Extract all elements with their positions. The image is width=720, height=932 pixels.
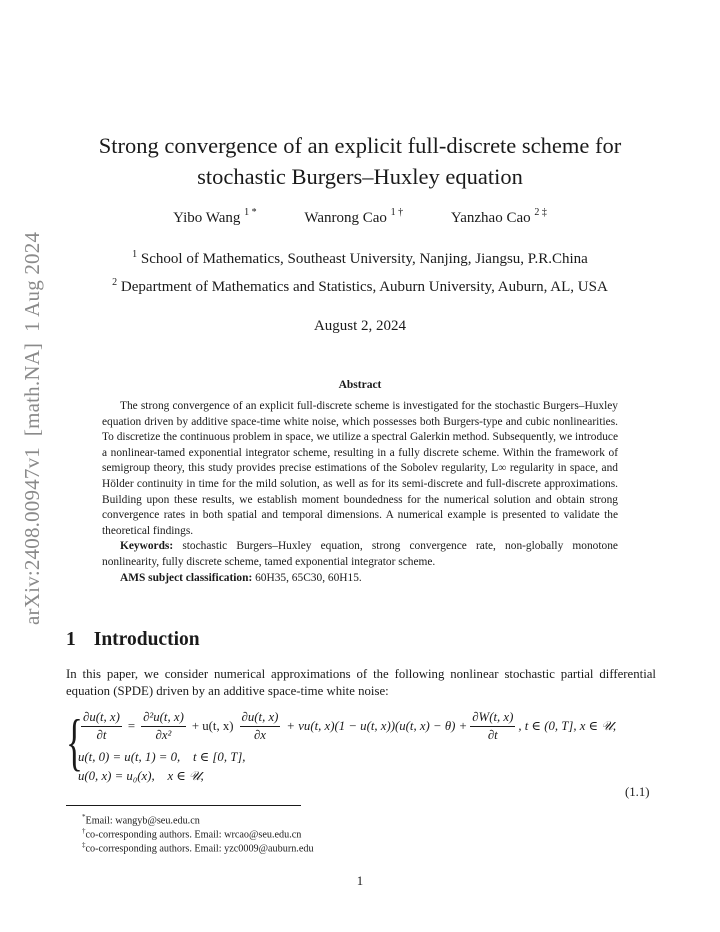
fraction-d2u-dx2: $\frac{\text{∂²u(t, x)}}{\text{∂x²}}$ [143, 710, 184, 742]
ams-classification: AMS subject classification: 60H35, 65C30, 60H15. [120, 571, 362, 584]
footnote-1: *Email: wangyb@seu.edu.cn [82, 813, 200, 827]
equation-row-3: u(0, x) = u₀(x), x ∈ 𝒰, [78, 769, 204, 783]
page-number: 1 [356, 874, 364, 888]
author-3-mark: 2 ‡ [534, 207, 547, 218]
affiliation-1: $^1$ School of Mathematics, Southeast University, Nanjing, Jiangsu, P.R.China [132, 249, 588, 267]
author-1: Yibo Wang $^{1 *}$ [173, 207, 257, 226]
equation-row-1-condition: , t ∈ (0, T], x ∈ 𝒰, [518, 719, 617, 733]
author-2-mark: 1 † [390, 207, 404, 218]
section-heading [66, 629, 200, 651]
affiliation-2: $^2$ Department of Mathematics and Statistics, Auburn University, Auburn, AL, USA [112, 277, 608, 295]
author-1-mark: 1 * [244, 207, 257, 218]
section-title: Introduction [93, 629, 200, 650]
arxiv-identifier: arXiv:2408.00947v1 [math.NA] 1 Aug 2024 [20, 231, 44, 625]
left-brace: { [66, 706, 83, 777]
intro-paragraph: In this paper, we consider numerical approximations of the following nonlinear stochastic partial differential equation (SPDE) driven by an additive space-time white noise: [66, 667, 656, 698]
equation-system [66, 706, 706, 788]
author-list [60, 208, 660, 227]
equation-row-1: $\frac{\partial u(t, x)}{\partial t}$ = $\frac{\text{∂²u(t, x)}}{\text{∂x²}}$ + u(t, x) $\frac{\partial u(t, x)}{\partial x}$ + νu(t, x)(1 − u(t, x))(u(t, x) − θ) + $\frac{\partial W(t, x)}{\partial t}$ , t ∈ (0, T], x ∈ 𝒰, [83, 710, 617, 742]
footnote-2: †co-corresponding authors. Email: wrcao@seu.edu.cn [82, 827, 302, 841]
fraction-du-dx: $\frac{\partial u(t, x)}{\partial x}$ [241, 710, 279, 742]
author-3: Yanzhao Cao $^{2 \ddagger}$ [450, 207, 547, 226]
fraction-dw-dt: $\frac{\partial W(t, x)}{\partial t}$ [472, 710, 514, 742]
equation-number: (1.1) [625, 785, 650, 799]
title-line-1: Strong convergence of an explicit full-discrete scheme for [98, 133, 622, 158]
section-number: 1 [66, 629, 76, 650]
fraction-du-dt: $\frac{\partial u(t, x)}{\partial t}$ [83, 710, 120, 742]
abstract-body: The strong convergence of an explicit full-discrete scheme is investigated for the stochastic Burgers–Huxley equation driven by additive space-time white noise, which possesses both Burgers-type and cubic nonlinearities. To discretize the continuous problem in space, we utilize a spectral Galerkin method. Subsequently, we introduce a nonlinear-tamed exponential integrator scheme, resulting in a fully discrete scheme. Within the framework of semigroup theory, this study provides precise estimations of the Sobolev regularity, L∞ regularity in space, and Hölder continuity in time for the mild solution, as well as for its semi-discrete and full-discrete approximations. Building upon these results, we establish moment boundedness for the numerical solution and obtain strong convergence rates in both spatial and temporal dimensions. A numerical example is presented to validate the theoretical findings. [102, 400, 618, 537]
equation-row-2: u(t, 0) = u(t, 1) = 0, t ∈ [0, T], [78, 750, 246, 764]
title-line-2: stochastic Burgers–Huxley equation [197, 164, 523, 189]
footnote-rule [66, 805, 301, 806]
paper-title [60, 130, 660, 192]
footnote-3: ‡co-corresponding authors. Email: yzc0009@auburn.edu [82, 841, 314, 855]
abstract-block [102, 399, 618, 586]
author-2: Wanrong Cao $^{1 \dagger}$ [304, 207, 404, 226]
keywords: Keywords: stochastic Burgers–Huxley equation, strong convergence rate, non-globally monotone nonlinearity, fully discrete scheme, tamed exponential integrator scheme. [102, 540, 618, 568]
paper-date: August 2, 2024 [313, 318, 407, 334]
abstract-heading: Abstract [338, 379, 382, 391]
